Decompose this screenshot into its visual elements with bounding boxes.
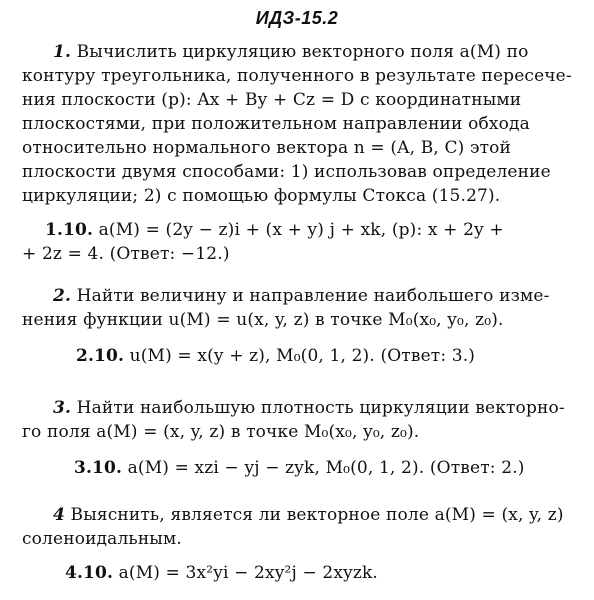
- page-title: ИДЗ-15.2: [255, 8, 339, 28]
- example-4-10: 4.10. a(M) = 3x²yi − 2xy²j − 2xyzk.: [65, 563, 378, 583]
- task-3-line-1: 3. Найти наибольшую плотность циркуляции векторно-: [53, 398, 565, 418]
- task-1-line-4: плоскостями, при положительном направлении обхода: [22, 114, 530, 134]
- task-3-line-2: го поля a(M) = (x, y, z) в точке M₀(x₀, y₀, z₀).: [22, 422, 420, 442]
- example-1-10-number: 1.10.: [45, 220, 94, 240]
- example-1-10-line-1: 1.10. a(M) = (2y − z)i + (x + y) j + xk, (p): x + 2y +: [45, 220, 504, 240]
- task-4-line-1: 4 Выяснить, является ли векторное поле a(M) = (x, y, z): [53, 505, 564, 525]
- task-3-number: 3.: [53, 398, 72, 418]
- example-2-10-number: 2.10.: [76, 346, 125, 366]
- example-4-10-number: 4.10.: [65, 563, 114, 583]
- example-3-10: 3.10. a(M) = xzi − yj − zyk, M₀(0, 1, 2). (Ответ: 2.): [74, 458, 525, 478]
- task-1-line-3: ния плоскости (p): Ax + By + Cz = D с координатными: [22, 90, 522, 110]
- task-2-number: 2.: [53, 286, 72, 306]
- task-1-line-6: плоскости двумя способами: 1) использовав определение: [22, 162, 551, 182]
- task-1-line-7: циркуляции; 2) с помощью формулы Стокса (15.27).: [22, 186, 501, 206]
- task-1-line-1: 1. Вычислить циркуляцию векторного поля a(M) по: [53, 42, 529, 62]
- task-4-line-2: соленоидальным.: [22, 529, 182, 549]
- task-4-number: 4: [53, 505, 65, 525]
- task-2-line-2: нения функции u(M) = u(x, y, z) в точке M₀(x₀, y₀, z₀).: [22, 310, 504, 330]
- example-2-10: 2.10. u(M) = x(y + z), M₀(0, 1, 2). (Ответ: 3.): [76, 346, 476, 366]
- task-1-line-2: контуру треугольника, полученного в результате пересече-: [22, 66, 572, 86]
- example-1-10-line-2: + 2z = 4. (Ответ: −12.): [22, 244, 230, 264]
- task-1-line-5: относительно нормального вектора n = (A, B, C) этой: [22, 138, 512, 158]
- task-1-number: 1.: [53, 42, 72, 62]
- task-2-line-1: 2. Найти величину и направление наибольшего изме-: [53, 286, 550, 306]
- example-3-10-number: 3.10.: [74, 458, 123, 478]
